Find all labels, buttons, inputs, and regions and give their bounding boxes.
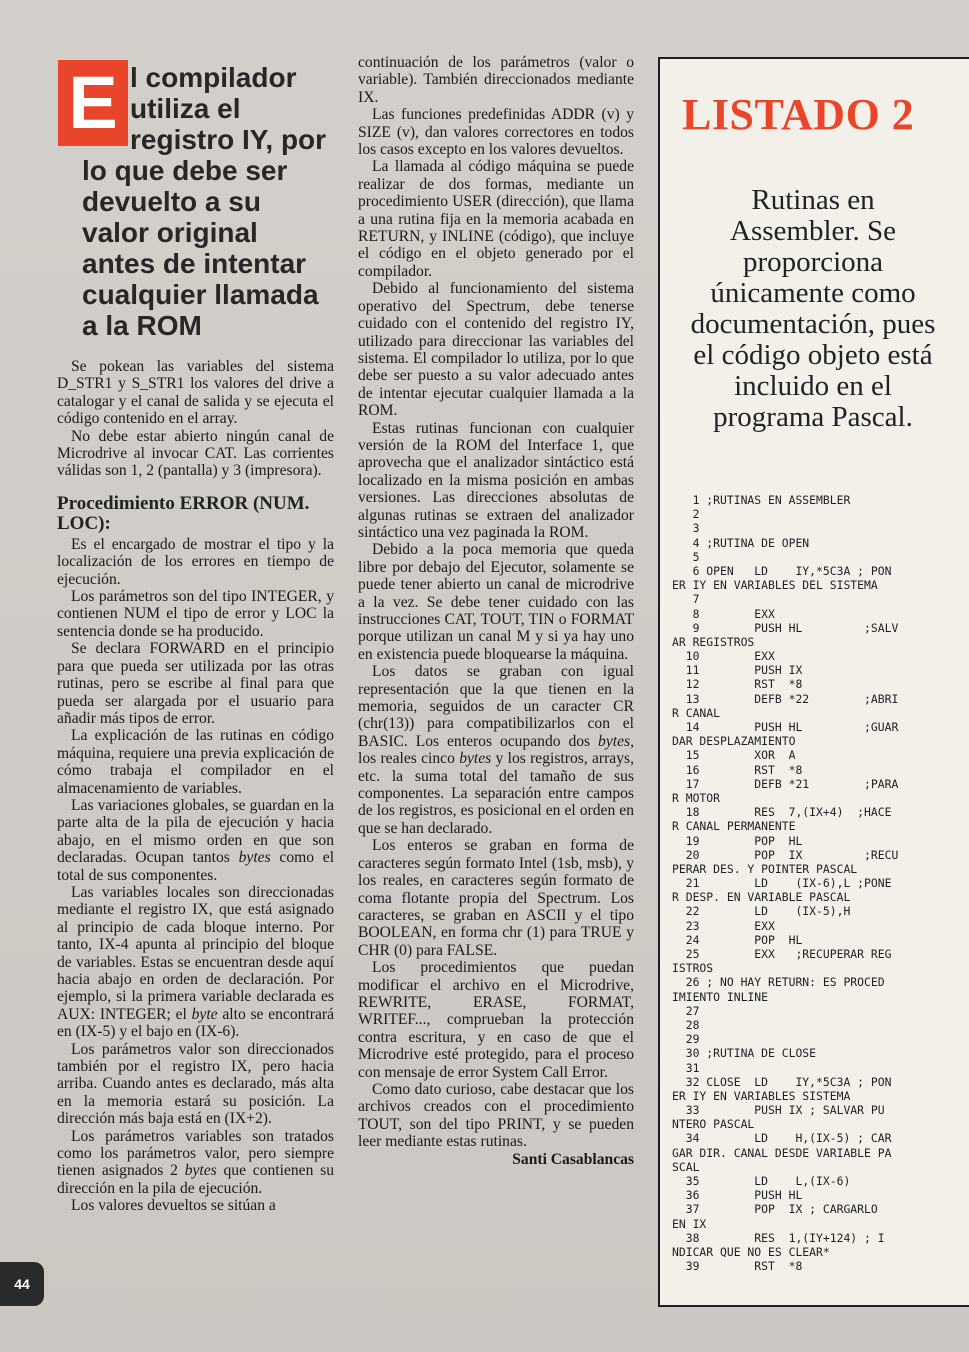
listing-box [658, 57, 969, 1307]
code-line: DAR DESPLAZAMIENTO [672, 734, 796, 749]
code-line: 27 [672, 1003, 700, 1018]
description-line: documentación, pues [690, 308, 936, 340]
headline-line: a la ROM [82, 310, 202, 341]
paragraph: No debe estar abierto ningún canal de Microdrive al invocar CAT. Las corrientes válidas son 1, 2 (pantalla) y 3 (impresora). [57, 427, 334, 480]
code-line: 29 [672, 1032, 700, 1047]
listing-title: LISTADO 2 [682, 90, 915, 139]
headline-line: valor original [82, 217, 258, 248]
code-line: R DESP. EN VARIABLE PASCAL [672, 890, 851, 905]
code-line: 8 EXX [672, 606, 775, 621]
code-line: ISTROS [672, 961, 714, 976]
paragraph: Los enteros se graban en forma de caracteres según formato Intel (1sb, msb), y los reales, en caracteres según formato de coma flotante propia del Spectrum. Los caracteres, se graban en ASCII y el tipo BOOLEAN, en forma chr (1) para TRUE y CHR (0) para FALSE. [358, 837, 634, 959]
code-line: 17 DEFB *21 ;PARA [672, 776, 899, 791]
description-line: Rutinas en [751, 184, 875, 216]
code-line: 10 EXX [672, 649, 775, 664]
paragraph: Los parámetros variables son tratados como los parámetros valor, pero siempre tienen asignados 2 bytes que contienen su dirección en la pila de ejecución. [57, 1127, 335, 1197]
code-line: ER IY EN VARIABLES DEL SISTEMA [672, 578, 878, 593]
code-line: R MOTOR [672, 790, 721, 805]
code-line: 5 [672, 549, 700, 564]
code-line: 37 POP IX ; CARGARLO [672, 1202, 878, 1217]
article-column-1 [57, 358, 334, 1215]
code-line: PERAR DES. Y POINTER PASCAL [672, 861, 858, 876]
paragraph: Los procedimientos que puedan modificar el archivo en el Microdrive, REWRITE, ERASE, FORMAT, WRITEF..., comprueban la protección contra escritura, y en caso de que el Microdrive esté protegido, para el proceso con mensaje de error System Call Error. [358, 959, 634, 1081]
headline-line: devuelto a su [82, 186, 261, 217]
code-line: 6 OPEN LD IY,*5C3A ; PON [672, 563, 892, 578]
paragraph: Las variables locales son direccionadas mediante el registro IX, que está asignado al principio de cada bloque interno. Por tanto, IX-4 apunta al principio del bloque de variables. Estas se encuentran desde aquí hacia abajo en orden de declaración. Por ejemplo, si la primera variable declarada es AUX: INTEGER; el byte alto se encontrará en (IX-5) y el bajo en (IX-6). [57, 883, 334, 1041]
code-line: 3 [672, 521, 700, 536]
code-line: 12 RST *8 [672, 677, 803, 692]
author-signature: Santi Casablancas [512, 1150, 634, 1168]
paragraph: Debido a la poca memoria que queda libre por debajo del Ejecutor, solamente se puede tener abierto un canal de microdrive a la vez. Se debe tener cuidado con las instrucciones CAT, TOUT, TIN o FORMAT porque utilizan un canal M y si ya hay uno en existencia puede bloquearse la máquina. [358, 541, 634, 663]
section-heading: Procedimiento ERROR (NUM. LOC): [57, 492, 310, 534]
paragraph: Se pokean las variables del sistema D_STR1 y S_STR1 los valores del drive a catalogar y el canal de salida y se ejecuta el código contenido en el array. [57, 358, 334, 428]
code-line: 18 RES 7,(IX+4) ;HACE [672, 805, 892, 820]
code-line: 16 RST *8 [672, 762, 803, 777]
code-line: 15 XOR A [672, 748, 796, 763]
headline-line: cualquier llamada [82, 279, 319, 310]
paragraph: continuación de los parámetros (valor o variable). También direccionados mediante IX. [358, 54, 634, 106]
headline-line: registro IY, por [130, 124, 327, 155]
code-line: 33 PUSH IX ; SALVAR PU [672, 1103, 885, 1118]
article-column-2 [358, 54, 634, 1168]
code-line: 34 LD H,(IX-5) ; CAR [672, 1131, 892, 1146]
code-line: R CANAL PERMANENTE [672, 819, 796, 834]
code-line: 11 PUSH IX [672, 663, 803, 678]
code-line: 35 LD L,(IX-6) [672, 1174, 851, 1188]
code-line: 20 POP IX ;RECU [672, 847, 899, 862]
paragraph: Como dato curioso, cabe destacar que los archivos creados con el procedimiento TOUT, son del tipo PRINT, y se pueden leer mediante estas rutinas. [358, 1080, 634, 1151]
drop-cap: E [58, 60, 128, 146]
code-line: 36 PUSH HL [672, 1188, 803, 1203]
code-line: 25 EXX ;RECUPERAR REG [672, 947, 892, 961]
code-listing [672, 493, 967, 1273]
page-number: 44 [0, 1262, 44, 1306]
code-line: SCAL [672, 1159, 700, 1174]
description-line: el código objeto está [693, 339, 933, 371]
description-line: proporciona [742, 246, 884, 278]
code-line: 22 LD (IX-5),H [672, 904, 851, 919]
code-line: ER IY EN VARIABLES SISTEMA [672, 1088, 851, 1103]
code-line: 32 CLOSE LD IY,*5C3A ; PON [672, 1074, 892, 1089]
code-line: AR REGISTROS [672, 634, 755, 649]
paragraph: Debido al funcionamiento del sistema operativo del Spectrum, debe tenerse cuidado con el contenido del registro IY, utilizado para direccionar las variables del sistema. El compilador lo utiliza, por lo que debe ser puesto a su valor adecuado antes de intentar ejecutar cualquier llamada a la ROM. [358, 280, 634, 420]
paragraph: La explicación de las rutinas en código máquina, requiere una previa explicación de cómo trabaja el compilador en el almacenamiento de variables. [57, 727, 334, 797]
description-line: únicamente como [710, 277, 916, 309]
code-line: 2 [672, 507, 700, 522]
code-line: NTERO PASCAL [672, 1117, 755, 1132]
paragraph: Las variaciones globales, se guardan en la parte alta de la pila de ejecución y hacia abajo, en el mismo orden en que son declaradas. Ocupan tantos bytes como el total de sus componentes. [57, 796, 335, 884]
code-line: 30 ;RUTINA DE CLOSE [672, 1046, 817, 1061]
headline-line: utiliza el [130, 93, 241, 124]
paragraph: Los parámetros son del tipo INTEGER, y contienen NUM el tipo de error y LOC la sentencia donde se ha producido. [57, 588, 334, 640]
code-line: NDICAR QUE NO ES CLEAR* [672, 1244, 830, 1259]
listing-description [668, 185, 958, 433]
code-line: 24 POP HL [672, 932, 803, 947]
description-line: Assembler. Se [730, 215, 896, 247]
headline [82, 62, 342, 341]
paragraph: Los valores devueltos se sitúan a [71, 1197, 276, 1215]
code-line: 38 RES 1,(IY+124) ; I [672, 1230, 885, 1245]
code-line: 28 [672, 1017, 700, 1032]
code-line: IMIENTO INLINE [672, 989, 769, 1004]
paragraph: Estas rutinas funcionan con cualquier versión de la ROM del Interface 1, que aprovecha que el analizador sintáctico está localizado en la misma posición en ambas versiones. Las direcciones absolutas de algunas rutinas se extraen del analizador sintáctico una vez paginada la ROM. [358, 419, 634, 541]
headline-line: lo que debe ser [82, 155, 288, 186]
code-line: 23 EXX [672, 918, 775, 933]
code-line: 7 [672, 592, 700, 607]
description-line: incluido en el [734, 370, 892, 402]
paragraph: Los parámetros valor son direccionados también por el registro IX, pero hacia arriba. Cuando antes es declarado, más alta en la memoria estará su posición. La dirección más baja está en (IX+2). [57, 1040, 334, 1128]
headline-line: l compilador [130, 62, 297, 93]
paragraph: Los datos se graban con igual representación que la que tienen en la memoria, seguidos de un caracter CR (chr(13)) para compatibilizarlos con el BASIC. Los enteros ocupando dos bytes, los reales cinco bytes y los registros, arrays, etc. la suma total del tamaño de sus componentes. La separación entre campos de los registros, es posicional en el orden en que se han declarado. [358, 663, 634, 837]
code-line: 19 POP HL [672, 833, 803, 848]
code-line: 26 ; NO HAY RETURN: ES PROCED [672, 975, 885, 990]
code-line: EN IX [672, 1216, 707, 1231]
code-line: 31 [672, 1060, 700, 1075]
description-line: programa Pascal. [713, 401, 913, 433]
code-line: 39 RST *8 [672, 1259, 803, 1274]
paragraph: Es el encargado de mostrar el tipo y la localización de los errores en tiempo de ejecución. [57, 535, 334, 588]
paragraph: Se declara FORWARD en el principio para que pueda ser utilizada por las otras rutinas, pero se escribe al final para que pueda ser alargada por el usuario para añadir más tipos de error. [57, 640, 334, 727]
code-line: 9 PUSH HL ;SALV [672, 620, 899, 635]
code-line: 13 DEFB *22 ;ABRI [672, 691, 899, 706]
code-line: 4 ;RUTINA DE OPEN [672, 535, 810, 550]
code-line: 21 LD (IX-6),L ;PONE [672, 876, 892, 891]
paragraph: Las funciones predefinidas ADDR (v) y SIZE (v), dan valores correctores en todos los casos excepto en los valores devueltos. [358, 106, 634, 159]
code-line: 14 PUSH HL ;GUAR [672, 720, 899, 734]
code-line: 1 ;RUTINAS EN ASSEMBLER [672, 493, 851, 507]
code-line: GAR DIR. CANAL DESDE VARIABLE PA [672, 1145, 892, 1160]
code-line: R CANAL [672, 705, 721, 720]
headline-line: antes de intentar [82, 248, 307, 279]
paragraph: La llamada al código máquina se puede realizar de dos formas, mediante un procedimiento USER (dirección), que llama a una rutina fija en la memoria acabada en RETURN, y INLINE (código), que incluye el código en el objeto generado por el compilador. [358, 158, 634, 280]
